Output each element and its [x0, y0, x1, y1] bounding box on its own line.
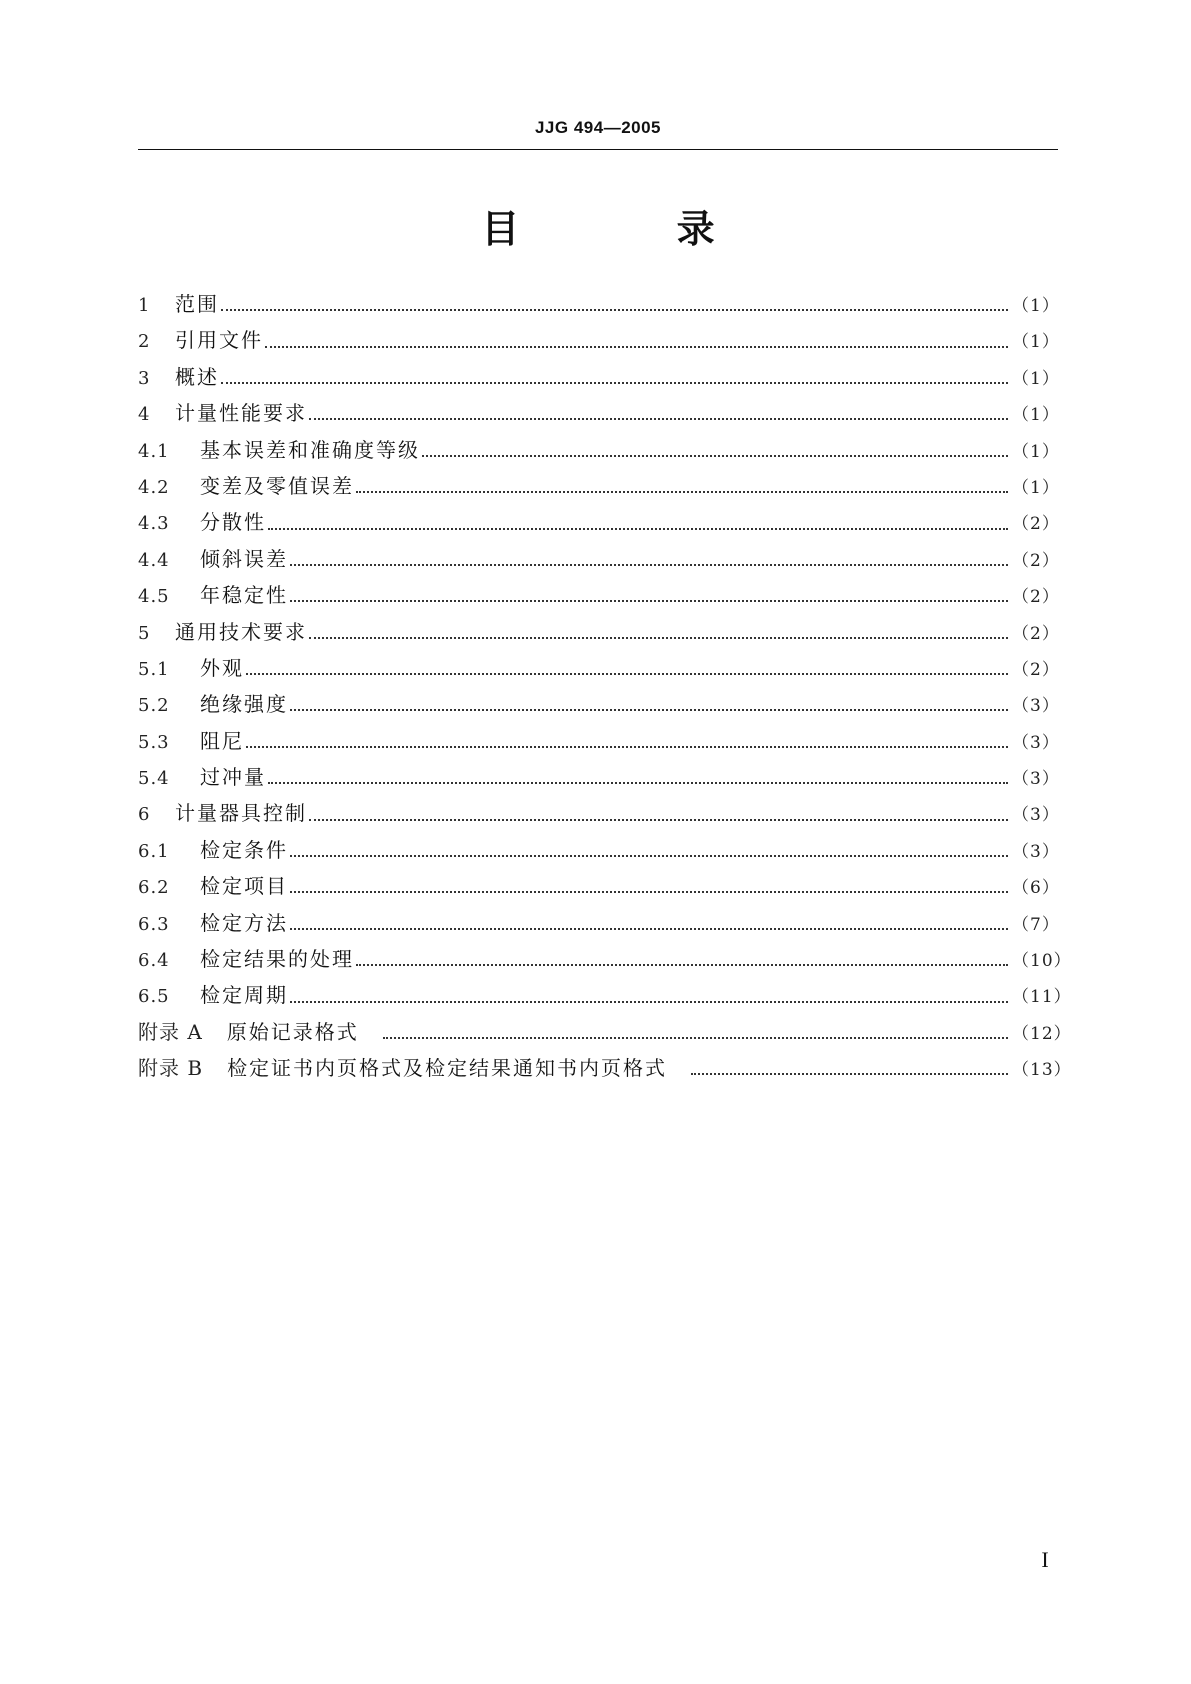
toc-dot-leader [221, 309, 1008, 311]
toc-entry-number: 2 [138, 331, 151, 353]
toc-dot-leader [309, 418, 1008, 420]
toc-entry-number: 6 [138, 804, 151, 826]
toc-entry-6-5[interactable] [138, 979, 1072, 1015]
toc-entry-number: 5.2 [138, 695, 170, 717]
toc-entry-title: 倾斜误差 [200, 546, 288, 571]
toc-dot-leader [309, 819, 1008, 821]
toc-entry-4-3[interactable] [138, 506, 1058, 542]
toc-dot-leader [290, 891, 1008, 893]
toc-entry-5-2[interactable] [138, 688, 1058, 724]
toc-entry-page: （2） [1012, 659, 1060, 680]
toc-dot-leader [290, 564, 1008, 566]
toc-entry-6[interactable] [138, 797, 1058, 833]
toc-entry-4-2[interactable] [138, 470, 1058, 506]
toc-dot-leader [290, 709, 1008, 711]
toc-entry-page: （3） [1012, 805, 1060, 826]
toc-entry-number: 3 [138, 367, 151, 389]
toc-entry-6-3[interactable] [138, 907, 1058, 943]
toc-dot-leader [309, 637, 1008, 639]
running-header: JJG 494—2005 [534, 118, 662, 137]
toc-dot-leader [290, 928, 1008, 930]
toc-entry-number: 附录 A [138, 1019, 203, 1044]
toc-entry-number: 6.4 [138, 950, 170, 972]
page-number: I [1041, 1547, 1049, 1572]
toc-entry-title: 检定证书内页格式及检定结果通知书内页格式 [227, 1056, 668, 1081]
toc-entry-title: 分散性 [200, 510, 266, 535]
toc-entry-page: （1） [1012, 441, 1060, 462]
toc-entry-title: 检定结果的处理 [200, 947, 354, 972]
toc-entry-number: 4.1 [138, 440, 170, 462]
toc-entry-number: 4.2 [138, 476, 170, 498]
toc-entry-title: 绝缘强度 [200, 692, 288, 717]
toc-dot-leader [422, 455, 1008, 457]
toc-entry-4-5[interactable] [138, 579, 1058, 615]
table-of-contents [138, 288, 1072, 1089]
toc-dot-leader [691, 1073, 1008, 1075]
toc-entry-5[interactable] [138, 616, 1058, 652]
toc-entry-5-4[interactable] [138, 761, 1058, 797]
toc-dot-leader [356, 491, 1008, 493]
toc-dot-leader [383, 1037, 1008, 1039]
toc-entry-title: 检定项目 [200, 874, 288, 899]
toc-entry-4-4[interactable] [138, 543, 1058, 579]
toc-entry-appendix-a[interactable] [138, 1016, 1072, 1052]
toc-entry-page: （12） [1012, 1023, 1072, 1044]
toc-entry-page: （1） [1012, 296, 1060, 316]
toc-entry-page: （3） [1012, 732, 1060, 753]
header-rule [138, 149, 1058, 150]
toc-dot-leader [221, 382, 1008, 384]
toc-entry-title: 通用技术要求 [175, 619, 307, 644]
toc-entry-1[interactable] [138, 288, 1058, 324]
toc-dot-leader [265, 346, 1008, 348]
toc-entry-title: 变差及零值误差 [200, 473, 354, 498]
toc-entry-page: （3） [1012, 769, 1060, 790]
toc-entry-title: 概述 [175, 364, 219, 389]
toc-entry-number: 附录 B [138, 1056, 204, 1081]
toc-entry-number: 5.3 [138, 731, 170, 753]
toc-entry-number: 5 [138, 622, 151, 644]
toc-entry-number: 4.4 [138, 549, 170, 571]
toc-entry-page: （1） [1012, 332, 1060, 353]
toc-entry-title: 范围 [175, 292, 219, 316]
toc-dot-leader [290, 855, 1008, 857]
toc-entry-number: 6.3 [138, 913, 170, 935]
toc-entry-page: （2） [1012, 623, 1060, 644]
toc-entry-title: 计量性能要求 [175, 401, 307, 426]
toc-entry-appendix-b[interactable] [138, 1052, 1072, 1088]
toc-dot-leader [268, 528, 1008, 530]
toc-entry-title: 引用文件 [175, 328, 263, 353]
toc-entry-page: （7） [1012, 914, 1060, 935]
toc-entry-number: 4 [138, 404, 151, 426]
toc-entry-page: （1） [1012, 368, 1060, 389]
toc-entry-page: （1） [1012, 405, 1060, 426]
toc-entry-4[interactable] [138, 397, 1058, 433]
toc-entry-title: 阻尼 [200, 728, 244, 753]
toc-entry-5-1[interactable] [138, 652, 1058, 688]
toc-entry-title: 检定条件 [200, 837, 288, 862]
toc-entry-title: 计量器具控制 [175, 801, 307, 826]
toc-entry-title: 检定方法 [200, 910, 288, 935]
toc-entry-title: 检定周期 [200, 983, 288, 1008]
toc-entry-page: （10） [1012, 951, 1072, 972]
toc-entry-title: 外观 [200, 655, 244, 680]
toc-dot-leader [290, 600, 1008, 602]
toc-entry-page: （1） [1012, 477, 1060, 498]
toc-entry-2[interactable] [138, 324, 1058, 360]
toc-dot-leader [246, 673, 1008, 675]
toc-entry-page: （13） [1012, 1060, 1072, 1081]
toc-entry-6-1[interactable] [138, 834, 1058, 870]
toc-entry-number: 6.2 [138, 877, 170, 899]
toc-entry-page: （2） [1012, 550, 1060, 571]
toc-dot-leader [356, 964, 1008, 966]
toc-entry-page: （11） [1012, 987, 1072, 1008]
toc-entry-page: （6） [1012, 878, 1060, 899]
toc-entry-number: 4.5 [138, 586, 170, 608]
toc-entry-6-4[interactable] [138, 943, 1072, 979]
toc-entry-number: 6.1 [138, 840, 170, 862]
toc-entry-5-3[interactable] [138, 725, 1058, 761]
toc-entry-number: 5.4 [138, 768, 170, 790]
toc-entry-page: （3） [1012, 841, 1060, 862]
toc-entry-4-1[interactable] [138, 434, 1058, 470]
toc-dot-leader [268, 782, 1008, 784]
toc-entry-title: 过冲量 [200, 765, 266, 790]
toc-entry-number: 1 [138, 295, 151, 316]
toc-entry-title: 原始记录格式 [226, 1019, 359, 1044]
toc-entry-title: 基本误差和准确度等级 [200, 437, 420, 462]
toc-dot-leader [246, 746, 1008, 748]
page-title: 目 录 [481, 207, 787, 251]
toc-entry-title: 年稳定性 [200, 583, 288, 608]
toc-entry-page: （2） [1012, 514, 1060, 535]
toc-entry-6-2[interactable] [138, 870, 1058, 906]
toc-entry-number: 5.1 [138, 658, 170, 680]
toc-entry-page: （2） [1012, 587, 1060, 608]
toc-entry-number: 4.3 [138, 513, 170, 535]
toc-dot-leader [290, 1001, 1008, 1003]
toc-entry-page: （3） [1012, 696, 1060, 717]
toc-entry-number: 6.5 [138, 986, 170, 1008]
toc-entry-3[interactable] [138, 361, 1058, 397]
